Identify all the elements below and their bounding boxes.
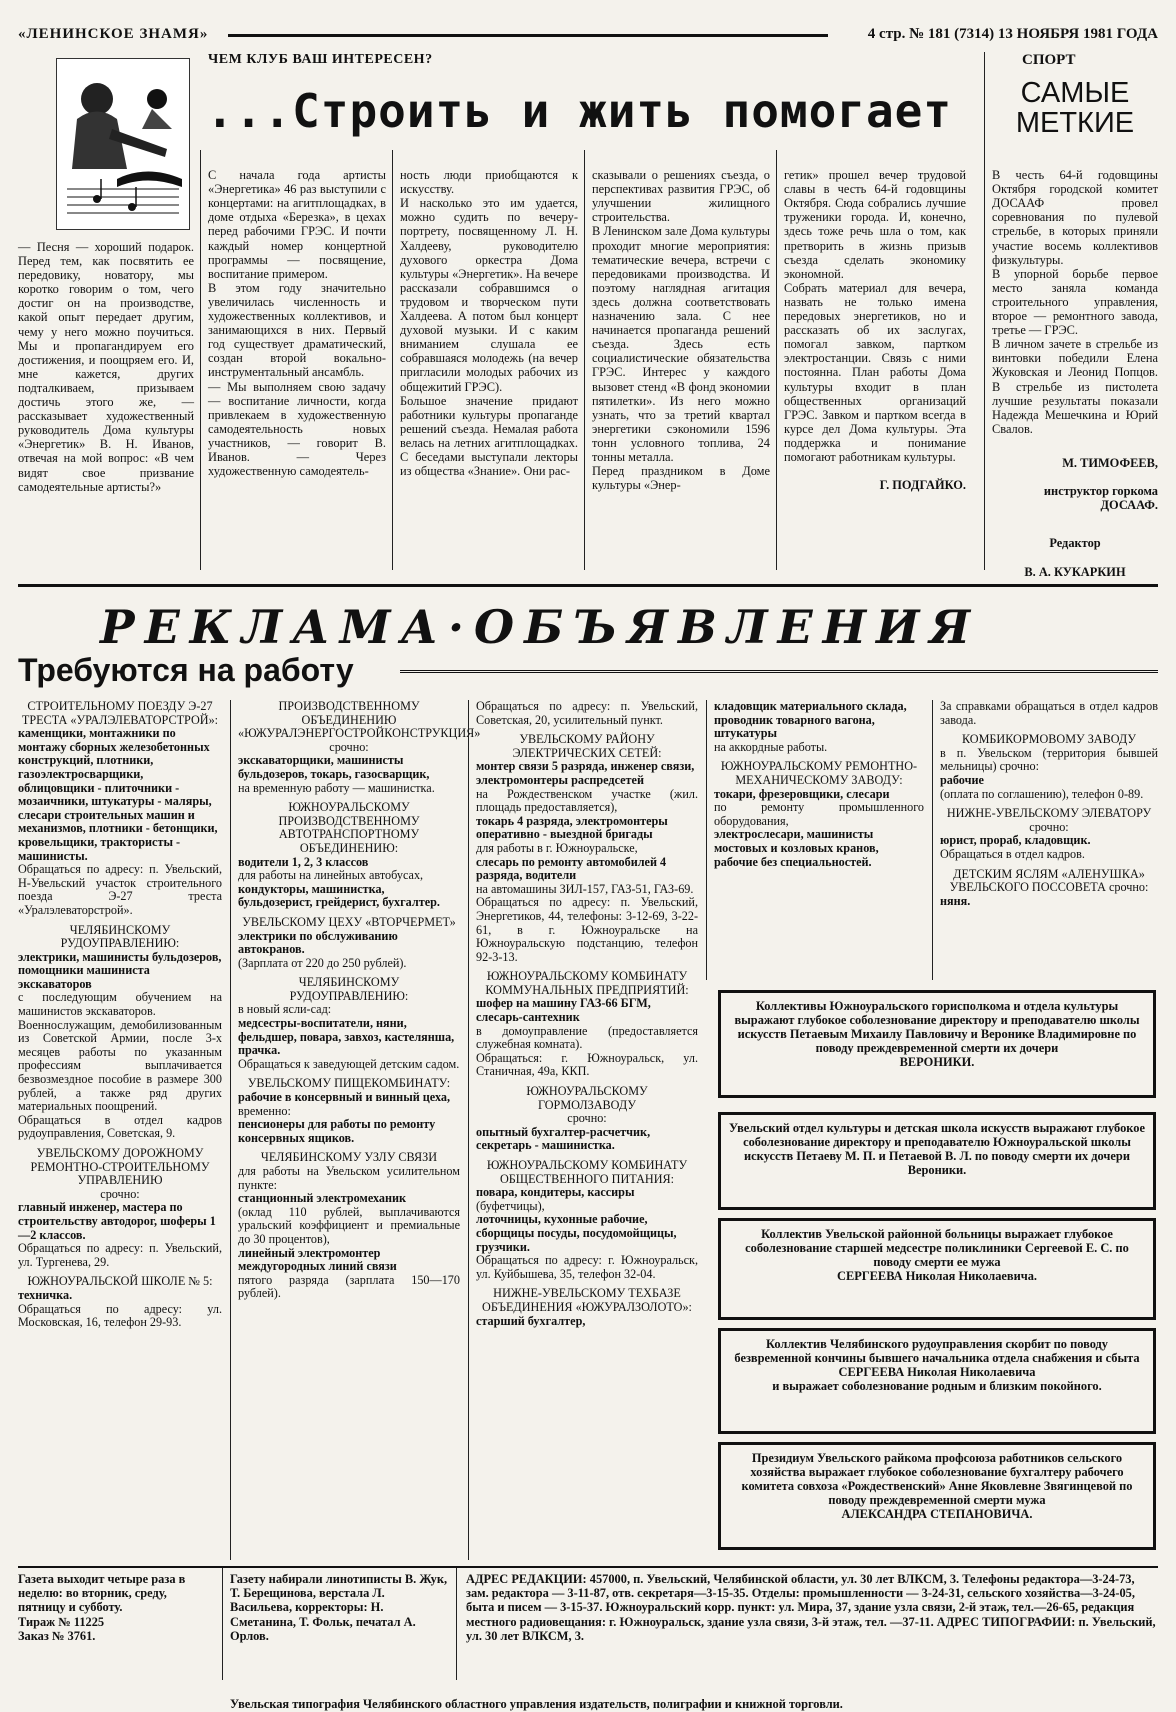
sport-divider: [984, 52, 985, 570]
ad-positions: токари, фрезеровщики, слесари: [714, 786, 890, 801]
ad-organization: ЮЖНОУРАЛЬСКОМУ ПРОИЗВОДСТВЕННОМУ АВТОТРАНСПОРТНОМУ ОБЪЕДИНЕНИЮ:: [278, 800, 420, 855]
ad-positions: станционный электромеханик: [238, 1191, 407, 1206]
ad-text: Обращаться по адресу: ул. Московская, 16, телефон 29-93.: [18, 1301, 222, 1330]
article-rubric: ЧЕМ КЛУБ ВАШ ИНТЕРЕСЕН?: [208, 52, 433, 67]
ad-positions: шофер на машину ГАЗ-66 БГМ, слесарь-сантехник: [476, 996, 651, 1025]
condolence-box: [718, 1328, 1156, 1434]
condolence-text: Коллектив Челябинского рудоуправления скорбит по поводу безвременной кончины бывшего начальника отдела снабжения и сбыта: [734, 1337, 1140, 1365]
article-col4-text: сказывали о решениях съезда, о перспективах развития ГРЭС, об улучшении жилищного строительства. В Ленинском зале Дома культуры проходит многие мероприятия: тематические вечера, встречи с передовиками производства. И поэтому наглядная агитация здесь должна соответствовать назначению зала. С нее начинается пропаганда решений съезда. Здесь есть социалистические обязательства ГРЭС. Интерес у каждого вызовет стенд «В фонд экономии пятилетки». Из него можно узнать, что за третий квартал энергетики сэкономили 1596 тонн условного топлива, 24 тонны металла. Перед праздником в Доме культуры «Энер-: [592, 168, 770, 493]
sport-column: [992, 154, 1158, 593]
sport-signature-role: инструктор горкома ДОСААФ.: [1043, 484, 1158, 513]
ad-text: по ремонту промышленного оборудования,: [714, 800, 924, 828]
ad-organization: УВЕЛЬСКОМУ ПИЩЕКОМБИНАТУ:: [247, 1076, 451, 1091]
ad-organization: УВЕЛЬСКОМУ РАЙОНУ ЭЛЕКТРИЧЕСКИХ СЕТЕЙ:: [512, 732, 662, 760]
ad-text: для работы в г. Южноуральске,: [476, 840, 638, 855]
ad-positions: лоточницы, кухонные рабочие, сборщицы посуды, посудомойщицы, грузчики.: [476, 1212, 677, 1254]
ad-positions: медсестры-воспитатели, няни, фельдшер, повара, завхоз, кастелянша, прачка.: [238, 1016, 455, 1058]
ad-organization: ЮЖНОУРАЛЬСКОМУ ГОРМОЛЗАВОДУ: [526, 1084, 648, 1112]
ads-divider: [932, 700, 933, 980]
ad-text: Обращаться к заведующей детским садом.: [238, 1056, 460, 1071]
footer-order: Заказ № 3761.: [18, 1628, 96, 1643]
ad-positions: кондукторы, машинистка, бульдозерист, грейдерист, бухгалтер.: [238, 881, 440, 910]
ad-organization: ЧЕЛЯБИНСКОМУ РУДОУПРАВЛЕНИЮ:: [289, 975, 409, 1003]
condolence-name: Вероники.: [907, 1163, 967, 1177]
masthead-rule: [228, 34, 828, 37]
ad-positions: рабочие: [940, 772, 984, 787]
ad-text: За справками обращаться в отдел кадров завода.: [940, 699, 1158, 727]
ad-organization: ЧЕЛЯБИНСКОМУ УЗЛУ СВЯЗИ: [260, 1150, 438, 1165]
ad-text: для работы на Увельском усилительном пункте:: [238, 1164, 460, 1192]
ads-divider: [706, 700, 707, 980]
ad-text: в п. Увельском (территория бывшей мельницы) срочно:: [940, 745, 1158, 774]
ad-positions: кладовщик материального склада, проводник товарного вагона, штукатуры: [714, 699, 907, 741]
ad-organization: ЮЖНОУРАЛЬСКОМУ КОМБИНАТУ ОБЩЕСТВЕННОГО ПИТАНИЯ:: [486, 1158, 688, 1186]
ads-title: РЕКЛАМА·ОБЪЯВЛЕНИЯ: [100, 600, 981, 654]
column-divider: [584, 150, 585, 570]
ad-positions: старший бухгалтер,: [476, 1313, 586, 1328]
masthead: [18, 24, 1158, 48]
ad-condition: срочно:: [100, 1186, 140, 1201]
ad-text: (Зарплата от 220 до 250 рублей).: [238, 955, 407, 970]
condolence-box: [718, 1112, 1156, 1210]
article-col2-text: С начала года артисты «Энергетика» 46 раз выступили с концертами: на агитплощадках, в доме отдыха «Березка», в цехах перед рабочими ГРЭС. И почти каждый номер концертной программы — посвящение, воспитание примером. В этом году значительно увеличилась численность и художественных коллективов, и занимающихся в них. Первый год существует драматический, создан второй вокально-инструментальный ансамбль. — Мы выполняем свою задачу — воспитание личности, когда привлекаем в художественную самодеятельность новых участников, — говорит В. Иванов. — Через художественную самодеятель-: [208, 168, 386, 479]
ad-positions: электрики, машинисты бульдозеров, помощники машиниста экскаваторов: [18, 949, 222, 991]
ad-organization: УВЕЛЬСКОМУ ДОРОЖНОМУ РЕМОНТНО-СТРОИТЕЛЬНОМУ УПРАВЛЕНИЮ: [30, 1146, 210, 1188]
article-col1-text: — Песня — хороший подарок. Перед тем, как посвятить ее передовику, новатору, мы коротко говорим о том, чего достиг он на производстве, какой опыт передает другим, чему у него можно поучиться. Мы и пропагандируем его достижения, и поощряем его. И, мне кажется, других подталкиваем, призываем достичь этого же, — рассказывает художественный руководитель Дома культуры «Энергетик» В. Н. Иванов, отвечая на мой вопрос: «В чем видят свое призвание самодеятельные артисты?»: [18, 240, 194, 494]
condolence-text: Коллективы Южноуральского горисполкома и отдела культуры выражают глубокое соболезнование директору и преподавателю школы искусств Петаевым Михаилу Павловичу и Веронике Владимировне по поводу преждевременной смерти их дочери: [734, 999, 1140, 1055]
ad-text: на Рождественском участке (жил. площадь предоставляется),: [476, 786, 698, 815]
footer-divider: [456, 1568, 457, 1680]
ads-divider: [230, 700, 231, 1560]
condolence-name: СЕРГЕЕВА Николая Николаевича: [838, 1365, 1036, 1379]
ad-positions: монтер связи 5 разряда, инженер связи, электромонтеры распредсетей: [476, 759, 695, 787]
ad-positions: главный инженер, мастера по строительству автодорог, шоферы 1—2 классов.: [18, 1200, 216, 1242]
ad-text: Обращаться по адресу: г. Южноуральск, ул. Куйбышева, 35, телефон 32-04.: [476, 1253, 698, 1281]
ad-text: (оклад 110 рублей, выплачиваются уральский коэффициент и премиальные до 30 процентов),: [238, 1204, 460, 1246]
ad-positions: пенсионеры для работы по ремонту консервных ящиков.: [238, 1117, 436, 1145]
ad-positions: рабочие в консервный и винный цеха,: [238, 1090, 451, 1105]
ad-organization: ЮЖНОУРАЛЬСКОЙ ШКОЛЕ № 5:: [27, 1274, 213, 1289]
ad-text: временно:: [238, 1103, 291, 1118]
ads-column-5: [940, 700, 1158, 908]
condolence-text: Коллектив Увельской районной больницы выражает глубокое соболезнование старшей медсестре поликлиники Сергеевой Е. С. по поводу смерти ее мужа: [745, 1227, 1129, 1269]
ad-organization: ЧЕЛЯБИНСКОМУ РУДОУПРАВЛЕНИЮ:: [60, 922, 180, 951]
ad-positions: няня.: [940, 893, 971, 908]
article-column-2: [208, 154, 386, 492]
ad-positions: техничка.: [18, 1287, 73, 1302]
singer-drawing-icon: [57, 59, 189, 229]
footer-rule: [18, 1566, 1158, 1568]
ads-column-3: [476, 700, 698, 1328]
condolence-name: СЕРГЕЕВА Николая Николаевича.: [837, 1269, 1037, 1283]
ad-text: в новый ясли-сад:: [238, 1002, 332, 1017]
ad-positions: каменщики, монтажники по монтажу сборных железобетонных конструкций, плотники, газоэлектросварщики, облицовщики - плиточники - мозаичники, штукатуры - маляры, слесари строительных машин и механизмов, плотники - бетонщики, кровельщики, трактористы - машинисты.: [18, 726, 218, 863]
ad-organization: ПРОИЗВОДСТВЕННОМУ ОБЪЕДИНЕНИЮ «ЮЖУРАЛЭНЕРГОСТРОЙКОНСТРУКЦИЯ»: [238, 699, 481, 741]
ad-text: (оплата по соглашению), телефон 0-89.: [940, 786, 1144, 801]
ad-positions: опытный бухгалтер-расчетчик, секретарь - машинистка.: [476, 1124, 651, 1153]
article-column-5: [784, 154, 966, 506]
sport-section-title: СПОРТ: [1022, 52, 1076, 68]
editor-name: В. А. КУКАРКИН: [1024, 564, 1126, 579]
ad-text: (буфетчицы),: [476, 1198, 545, 1213]
column-divider: [200, 150, 201, 570]
condolence-box: [718, 1218, 1156, 1320]
ad-text: Обращаться в отдел кадров рудоуправления, Советская, 9.: [18, 1112, 222, 1141]
ad-text: Обращаться: г. Южноуральск, ул. Станичная, 49а, ККП.: [476, 1050, 698, 1079]
column-divider: [776, 150, 777, 570]
footer-typesetters: Газету набирали линотиписты В. Жук, Т. Берещинова, верстала Л. Васильева, корректоры: Н. Сметанина, Т. Фольк, печатал А. Орлов.: [230, 1572, 448, 1643]
ads-column-4: [714, 700, 924, 869]
sport-signature: М. ТИМОФЕЕВ,: [1062, 455, 1158, 470]
sport-headline: САМЫЕ МЕТКИЕ: [1015, 77, 1135, 139]
ads-subtitle-rule: [400, 670, 1158, 673]
ads-column-2: [238, 699, 481, 1301]
ad-positions: электрики по обслуживанию автокранов.: [238, 928, 398, 957]
footer-address: АДРЕС РЕДАКЦИИ: 457000, п. Увельский, Челябинской области, ул. 30 лет ВЛКСМ, 3. Телефоны редактора—3-24-73, зам. редактора — 3-11-87, отв. секретаря—3-15-35. Отделы: промышленности — 3-24-31, сельского хозяйства—3-24-05, быта и писем — 3-15-37. Южноуральский корр. пункт: ул. Мира, 37, здание узла связи, 2-й этаж, тел.—26-65, редакция местного радиовещания: г. Южноуральск, здание узла связи, 3-й этаж, тел. —37-11. АДРЕС ТИПОГРАФИИ: п. Увельский, ул. 30 лет ВЛКСМ, 3.: [466, 1572, 1156, 1643]
ad-organization: ДЕТСКИМ ЯСЛЯМ «АЛЕНУШКА» УВЕЛЬСКОГО ПОССОВЕТА срочно:: [949, 866, 1149, 895]
ad-positions: юрист, прораб, кладовщик.: [940, 833, 1091, 848]
article-col3-text: ность люди приобщаются к искусству. И насколько это им удается, можно судить по вечеру-портрету, посвященному Л. Н. Халдееву, руководителю духового оркестра Дома культуры «Энергетик». На вечере рассказали собравшимся о трудовом и творческом пути Халдеева. А потом был концерт духовой музыки. И с каким вниманием слушала ее собравшаяся молодежь (на вечер пригласили молодых рабочих из общежитий ГРЭС). Большое значение придают работники культуры пропаганде решений съезда. Немалая работа велась на летних агитплощадках. С беседами выступали лекторы из общества «Знание». Они рас-: [400, 168, 578, 479]
ad-text: Обращаться по адресу: п. Увельский, Энергетиков, 44, телефоны: 3-12-69, 3-22-61, в г. Южноуральске на Южноуральскую подстанцию, телефон 92-3-13.: [476, 895, 698, 964]
ad-positions: токарь 4 разряда, электромонтеры оперативно - выездной бригады: [476, 813, 668, 842]
ad-positions: водители 1, 2, 3 классов: [238, 854, 369, 869]
ad-positions: линейный электромонтер междугородных линий связи: [238, 1245, 397, 1274]
condolence-box: [718, 1442, 1156, 1550]
ad-positions: слесарь по ремонту автомобилей 4 разряда, водители: [476, 854, 667, 883]
article-column-1: [18, 240, 194, 494]
footer-schedule-block: [18, 1572, 214, 1643]
condolence-box: [718, 990, 1156, 1098]
singer-illustration: [56, 58, 190, 230]
ad-organization: ЮЖНОУРАЛЬСКОМУ РЕМОНТНО-МЕХАНИЧЕСКОМУ ЗАВОДУ:: [720, 759, 918, 787]
footer-printer: Увельская типография Челябинского областного управления издательств, полиграфии и книжной торговли.: [230, 1697, 843, 1711]
ad-text: на аккордные работы.: [714, 739, 828, 754]
condolence-text: Президиум Увельского райкома профсоюза работников сельского хозяйства выражает глубокое соболезнование бухгалтеру рабочего комитета совхоза «Рождественский» Анне Яковлевне Звягинцевой по поводу преждевременной смерти мужа: [741, 1451, 1133, 1507]
ad-text: Обращаться по адресу: п. Увельский, Н-Увельский участок строительного поезда Э-27 треста «Уралэлеваторстрой».: [18, 862, 222, 917]
ad-text: Обращаться по адресу: п. Увельский, ул. Тургенева, 29.: [18, 1241, 222, 1269]
ads-column-1: [18, 700, 222, 1330]
condolence-name: АЛЕКСАНДРА СТЕПАНОВИЧА.: [841, 1507, 1033, 1521]
ad-positions: электрослесари, машинисты мостовых и козловых кранов, рабочие без специальностей.: [714, 827, 879, 869]
ad-text: Обращаться по адресу: п. Увельский, Советская, 20, усилительный пункт.: [476, 699, 698, 727]
ad-text: Обращаться в отдел кадров.: [940, 846, 1085, 861]
ad-text: в домоуправление (предоставляется служебная комната).: [476, 1023, 698, 1052]
article-col5-text: гетик» прошел вечер трудовой славы в честь 64-й годовщины Октября. Сюда собрались лучшие труженики города. И, конечно, здесь тоже речь шла о том, как претворить в жизнь призыв съезда сделать экономику экономной. Собрать материал для вечера, назвать не только имена передовых энергетиков, но и рассказать об их заслугах, помогал завком, партком электростанции. Связь с ними постоянна. План работы Дома культуры входит в план общественных организаций ГРЭС. Завком и партком всегда в курсе дел Дома культуры. Эта поддержка и понимание помогают работникам культуры.: [784, 168, 966, 464]
ad-organization: УВЕЛЬСКОМУ ЦЕХУ «ВТОРЧЕРМЕТ»: [242, 914, 456, 929]
ad-organization: НИЖНЕ-УВЕЛЬСКОМУ ТЕХБАЗЕ ОБЪЕДИНЕНИЯ «ЮЖУРАЛЗОЛОТО»:: [482, 1286, 692, 1314]
ad-organization: СТРОИТЕЛЬНОМУ ПОЕЗДУ Э-27 ТРЕСТА «УРАЛЭЛЕВАТОРСТРОЙ»:: [21, 699, 219, 727]
ads-subtitle: Требуются на работу: [18, 652, 354, 688]
footer-divider: [222, 1568, 223, 1680]
ad-text: Военнослужащим, демобилизованным из Советской Армии, после 3-х месяцев работы по указанным профессиям выплачивается безвозмездное пособие в размере 300 рублей, а также ряд других материальных поощрений.: [18, 1017, 222, 1114]
ads-divider: [468, 700, 469, 1560]
paper-name: «ЛЕНИНСКОЕ ЗНАМЯ»: [18, 26, 209, 42]
article-column-3: [400, 154, 578, 492]
condolence-tail: и выражает соболезнование родным и близким покойного.: [772, 1379, 1102, 1393]
editor-label: Редактор: [1049, 536, 1101, 551]
footer-schedule: Газета выходит четыре раза в неделю: во вторник, среду, пятницу и субботу.: [18, 1572, 186, 1615]
ad-text: пятого разряда (зарплата 150—170 рублей).: [238, 1272, 460, 1301]
ad-organization: КОМБИКОРМОВОМУ ЗАВОДУ: [961, 732, 1137, 747]
ad-text: на автомашины ЗИЛ-157, ГАЗ-51, ГАЗ-69.: [476, 881, 694, 896]
issue-info: 4 стр. № 181 (7314) 13 НОЯБРЯ 1981 ГОДА: [867, 26, 1158, 42]
ad-text: с последующим обучением на машинистов экскаваторов.: [18, 990, 222, 1019]
ad-positions: повара, кондитеры, кассиры: [476, 1185, 635, 1200]
ad-text: на временную работу — машинистка.: [238, 780, 435, 795]
section-rule: [18, 584, 1158, 587]
column-divider: [392, 150, 393, 570]
ad-organization: НИЖНЕ-УВЕЛЬСКОМУ ЭЛЕВАТОРУ срочно:: [946, 806, 1152, 834]
ad-condition: срочно:: [329, 739, 369, 754]
article-headline: ...Строить и жить помогает: [206, 84, 953, 138]
ad-condition: срочно:: [567, 1111, 607, 1126]
footer-circulation: Тираж № 11225: [18, 1614, 105, 1629]
article-column-4: [592, 154, 770, 506]
condolence-text: Увельский отдел культуры и детская школа искусств выражают глубокое соболезнование директору и преподавателю Южноуральской школы искусств Петаеву М. П. и Петаевой В. Л. по поводу смерти их дочери: [729, 1121, 1145, 1163]
condolence-name: ВЕРОНИКИ.: [899, 1055, 975, 1069]
sport-text: В честь 64-й годовщины Октября городской комитет ДОСААФ провел соревнования по пулевой стрельбе, в которых приняли участие восемь коллективов физкультуры. В упорной борьбе первое место заняла команда строительного управления, второе — ремонтного завода, третье — ГРЭС. В личном зачете в стрельбе из винтовки победили Елена Жуковская и Леонид Попцов. В стрельбе из пистолета лучшие результаты показали Надежда Мешечкина и Юрий Свалов.: [992, 168, 1158, 436]
ad-positions: экскаваторщики, машинисты бульдозеров, токарь, газосварщик,: [238, 753, 430, 781]
ad-text: для работы на линейных автобусах,: [238, 868, 424, 883]
article-signature: Г. ПОДГАЙКО.: [879, 478, 966, 493]
ad-organization: ЮЖНОУРАЛЬСКОМУ КОМБИНАТУ КОММУНАЛЬНЫХ ПРЕДПРИЯТИЙ:: [485, 969, 689, 997]
